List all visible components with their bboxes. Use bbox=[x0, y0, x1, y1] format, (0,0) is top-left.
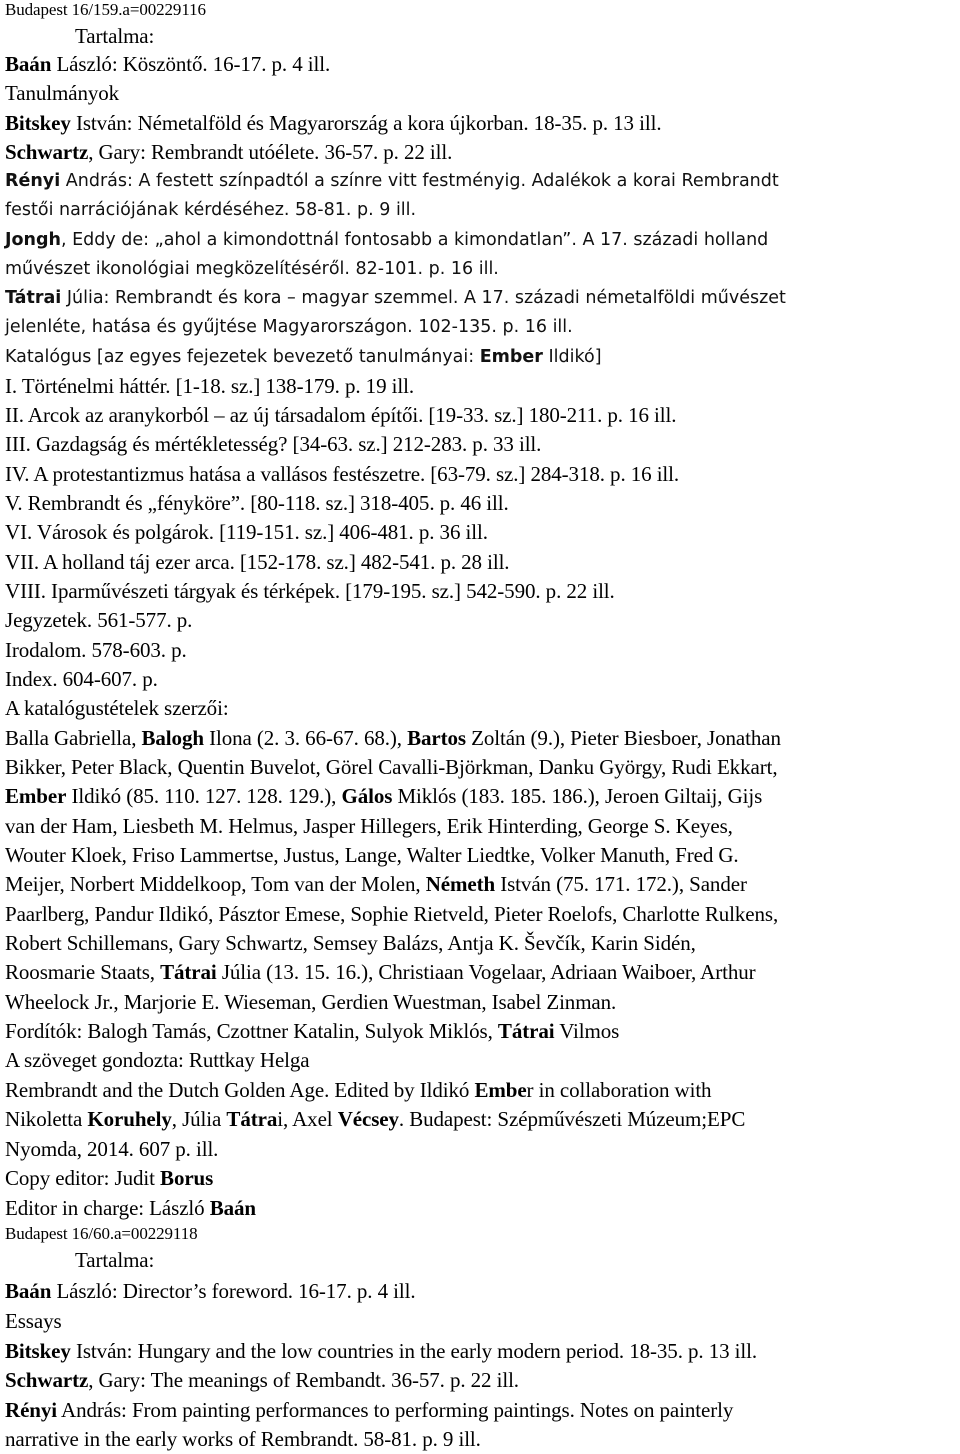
authors-text: Wheelock Jr., Marjorie E. Wieseman, Gerdien Wuestman, Isabel Zinman. bbox=[5, 990, 617, 1014]
section-title-essays: Essays bbox=[5, 1309, 62, 1333]
person-name: Tátra bbox=[226, 1107, 278, 1131]
entry-renyi-cont: festői narrációjának kérdéséhez. 58-81. p. 9 ill. bbox=[5, 200, 417, 220]
authors-text: Paarlberg, Pandur Ildikó, Pásztor Emese, Sophie Rietveld, Pieter Roelofs, Charlotte Rulkens, bbox=[5, 902, 779, 926]
authors-line bbox=[5, 1048, 310, 1072]
authors-text: Vilmos bbox=[554, 1019, 620, 1043]
person-name: Balogh bbox=[141, 726, 204, 750]
authors-text: i, Axel bbox=[277, 1107, 338, 1131]
entry-text: András: A festett színpadtól a színre vitt festményig. Adalékok a korai Rembrandt bbox=[60, 171, 779, 191]
person-name: Baán bbox=[209, 1196, 257, 1220]
authors-text: Nikoletta bbox=[5, 1107, 88, 1131]
entry-jongh bbox=[5, 228, 768, 252]
authors-text: Roosmarie Staats, bbox=[5, 960, 161, 984]
entry-renyi-cont: narrative in the early works of Rembrandt. 58-81. p. 9 ill. bbox=[5, 1427, 481, 1451]
entry-tatrai-cont: jelenléte, hatása és gyűjtése Magyarországon. 102-135. p. 16 ill. bbox=[5, 317, 573, 337]
entry-text: László: Köszöntő. 16-17. p. 4 ill. bbox=[51, 52, 331, 76]
chapter-7: VII. A holland táj ezer arca. [152-178. sz.] 482-541. p. 28 ill. bbox=[5, 550, 510, 574]
authors-line bbox=[5, 872, 747, 896]
authors-text: Balla Gabriella, bbox=[5, 726, 142, 750]
record-header: Budapest 16/159.a=00229116 bbox=[5, 0, 206, 19]
chapter-8: VIII. Iparművészeti tárgyak és térképek. [179-195. sz.] 542-590. p. 22 ill. bbox=[5, 579, 615, 603]
entry-bitskey bbox=[5, 111, 661, 135]
authors-line bbox=[5, 726, 781, 750]
author-name: Ember bbox=[479, 347, 543, 367]
author-name: Schwartz bbox=[5, 140, 89, 164]
authors-line bbox=[5, 1196, 256, 1220]
authors-text: Meijer, Norbert Middelkoop, Tom van der Molen, bbox=[5, 872, 426, 896]
authors-text: , Júlia bbox=[171, 1107, 227, 1131]
entry-renyi bbox=[5, 1398, 733, 1422]
person-name: Bartos bbox=[407, 726, 467, 750]
person-name: Borus bbox=[160, 1166, 214, 1190]
authors-text: Miklós (183. 185. 186.), Jeroen Giltaij, Gijs bbox=[392, 784, 763, 808]
person-name: Koruhely bbox=[87, 1107, 172, 1131]
authors-line bbox=[5, 1107, 745, 1131]
author-name: Tátrai bbox=[5, 288, 62, 308]
entry-text: András: From painting performances to performing paintings. Notes on painterly bbox=[57, 1398, 734, 1422]
authors-line bbox=[5, 1078, 711, 1102]
entry-text: István: Hungary and the low countries in the early modern period. 18-35. p. 13 ill. bbox=[70, 1339, 758, 1363]
entry-bitskey bbox=[5, 1339, 757, 1363]
entry-foreword bbox=[5, 1279, 415, 1303]
chapter-3: III. Gazdagság és mértékletesség? [34-63. sz.] 212-283. p. 33 ill. bbox=[5, 432, 542, 456]
entry-tatrai bbox=[5, 286, 786, 310]
authors-text: Ildikó (85. 110. 127. 128. 129.), bbox=[66, 784, 342, 808]
authors-line bbox=[5, 814, 733, 838]
author-name: Schwartz bbox=[5, 1368, 89, 1392]
authors-line bbox=[5, 1019, 619, 1043]
author-name: Bitskey bbox=[5, 111, 71, 135]
chapter-4: IV. A protestantizmus hatása a vallásos festészetre. [63-79. sz.] 284-318. p. 16 ill. bbox=[5, 462, 680, 486]
index-line: Index. 604-607. p. bbox=[5, 667, 158, 691]
entry-renyi bbox=[5, 169, 779, 193]
authors-text: . Budapest: Szépművészeti Múzeum;EPC bbox=[398, 1107, 746, 1131]
author-name: Jongh bbox=[5, 230, 61, 250]
author-name: Baán bbox=[5, 52, 52, 76]
authors-line bbox=[5, 755, 777, 779]
authors-line bbox=[5, 1137, 218, 1161]
entry-text: Júlia: Rembrandt és kora – magyar szemmel. A 17. századi németalföldi művészet bbox=[61, 288, 786, 308]
authors-text: Nyomda, 2014. 607 p. ill. bbox=[5, 1137, 219, 1161]
chapter-2: II. Arcok az aranykorból – az új társadalom építői. [19-33. sz.] 180-211. p. 16 ill. bbox=[5, 403, 677, 427]
notes-line: Jegyzetek. 561-577. p. bbox=[5, 608, 193, 632]
entry-catalog bbox=[5, 345, 602, 369]
author-name: Rényi bbox=[5, 171, 61, 191]
authors-text: Robert Schillemans, Gary Schwartz, Semsey Balázs, Antja K. Ševčík, Karin Sidén, bbox=[5, 931, 696, 955]
authors-text: Júlia (13. 15. 16.), Christiaan Vogelaar, Adriaan Waiboer, Arthur bbox=[216, 960, 756, 984]
authors-text: Zoltán (9.), Pieter Biesboer, Jonathan bbox=[466, 726, 781, 750]
author-name: Bitskey bbox=[5, 1339, 71, 1363]
person-name: Németh bbox=[425, 872, 496, 896]
authors-text: István (75. 171. 172.), Sander bbox=[495, 872, 747, 896]
person-name: Tátrai bbox=[497, 1019, 555, 1043]
authors-line bbox=[5, 990, 616, 1014]
entry-text: , Eddy de: „ahol a kimondottnál fontosabb a kimondatlan”. A 17. századi holland bbox=[60, 230, 769, 250]
authors-line bbox=[5, 960, 756, 984]
author-name: Baán bbox=[5, 1279, 52, 1303]
authors-line bbox=[5, 784, 762, 808]
entry-text: , Gary: Rembrandt utóélete. 36-57. p. 22 ill. bbox=[88, 140, 453, 164]
authors-text: A szöveget gondozta: Ruttkay Helga bbox=[5, 1048, 310, 1072]
authors-label: A katalógustételek szerzői: bbox=[5, 696, 229, 720]
record-header: Budapest 16/60.a=00229118 bbox=[5, 1224, 198, 1243]
authors-text: Ilona (2. 3. 66-67. 68.), bbox=[203, 726, 408, 750]
person-name: Ember bbox=[5, 784, 67, 808]
entry-text: Ildikó] bbox=[542, 347, 602, 367]
chapter-1: I. Történelmi háttér. [1-18. sz.] 138-179. p. 19 ill. bbox=[5, 374, 414, 398]
person-name: Embe bbox=[474, 1078, 527, 1102]
contents-label: Tartalma: bbox=[75, 1248, 155, 1272]
section-title-studies: Tanulmányok bbox=[5, 81, 120, 105]
authors-text: Copy editor: Judit bbox=[5, 1166, 161, 1190]
entry-foreword bbox=[5, 52, 330, 76]
entry-schwartz bbox=[5, 1368, 519, 1392]
authors-text: Editor in charge: László bbox=[5, 1196, 210, 1220]
authors-text: r in collaboration with bbox=[526, 1078, 712, 1102]
entry-schwartz bbox=[5, 140, 452, 164]
authors-line bbox=[5, 902, 778, 926]
entry-text: Katalógus [az egyes fejezetek bevezető tanulmányai: bbox=[5, 347, 480, 367]
authors-line bbox=[5, 931, 696, 955]
entry-text: István: Németalföld és Magyarország a kora újkorban. 18-35. p. 13 ill. bbox=[70, 111, 662, 135]
authors-text: Bikker, Peter Black, Quentin Buvelot, Görel Cavalli-Björkman, Danku György, Rudi Ekkart, bbox=[5, 755, 778, 779]
authors-text: van der Ham, Liesbeth M. Helmus, Jasper Hillegers, Erik Hinterding, George S. Keyes, bbox=[5, 814, 733, 838]
contents-label: Tartalma: bbox=[75, 24, 155, 48]
person-name: Tátrai bbox=[160, 960, 217, 984]
literature-line: Irodalom. 578-603. p. bbox=[5, 638, 187, 662]
authors-text: Fordítók: Balogh Tamás, Czottner Katalin, Sulyok Miklós, bbox=[5, 1019, 498, 1043]
person-name: Gálos bbox=[341, 784, 393, 808]
author-name: Rényi bbox=[5, 1398, 58, 1422]
chapter-6: VI. Városok és polgárok. [119-151. sz.] 406-481. p. 36 ill. bbox=[5, 520, 488, 544]
entry-text: László: Director’s foreword. 16-17. p. 4 ill. bbox=[51, 1279, 416, 1303]
entry-jongh-cont: művészet ikonológiai megközelítéséről. 82-101. p. 16 ill. bbox=[5, 259, 499, 279]
authors-line bbox=[5, 843, 739, 867]
authors-text: Wouter Kloek, Friso Lammertse, Justus, Lange, Walter Liedtke, Volker Manuth, Fred G. bbox=[5, 843, 739, 867]
person-name: Vécsey bbox=[337, 1107, 399, 1131]
chapter-5: V. Rembrandt és „fényköre”. [80-118. sz.] 318-405. p. 46 ill. bbox=[5, 491, 509, 515]
authors-text: Rembrandt and the Dutch Golden Age. Edited by Ildikó bbox=[5, 1078, 475, 1102]
entry-text: , Gary: The meanings of Rembandt. 36-57. p. 22 ill. bbox=[88, 1368, 519, 1392]
authors-line bbox=[5, 1166, 213, 1190]
